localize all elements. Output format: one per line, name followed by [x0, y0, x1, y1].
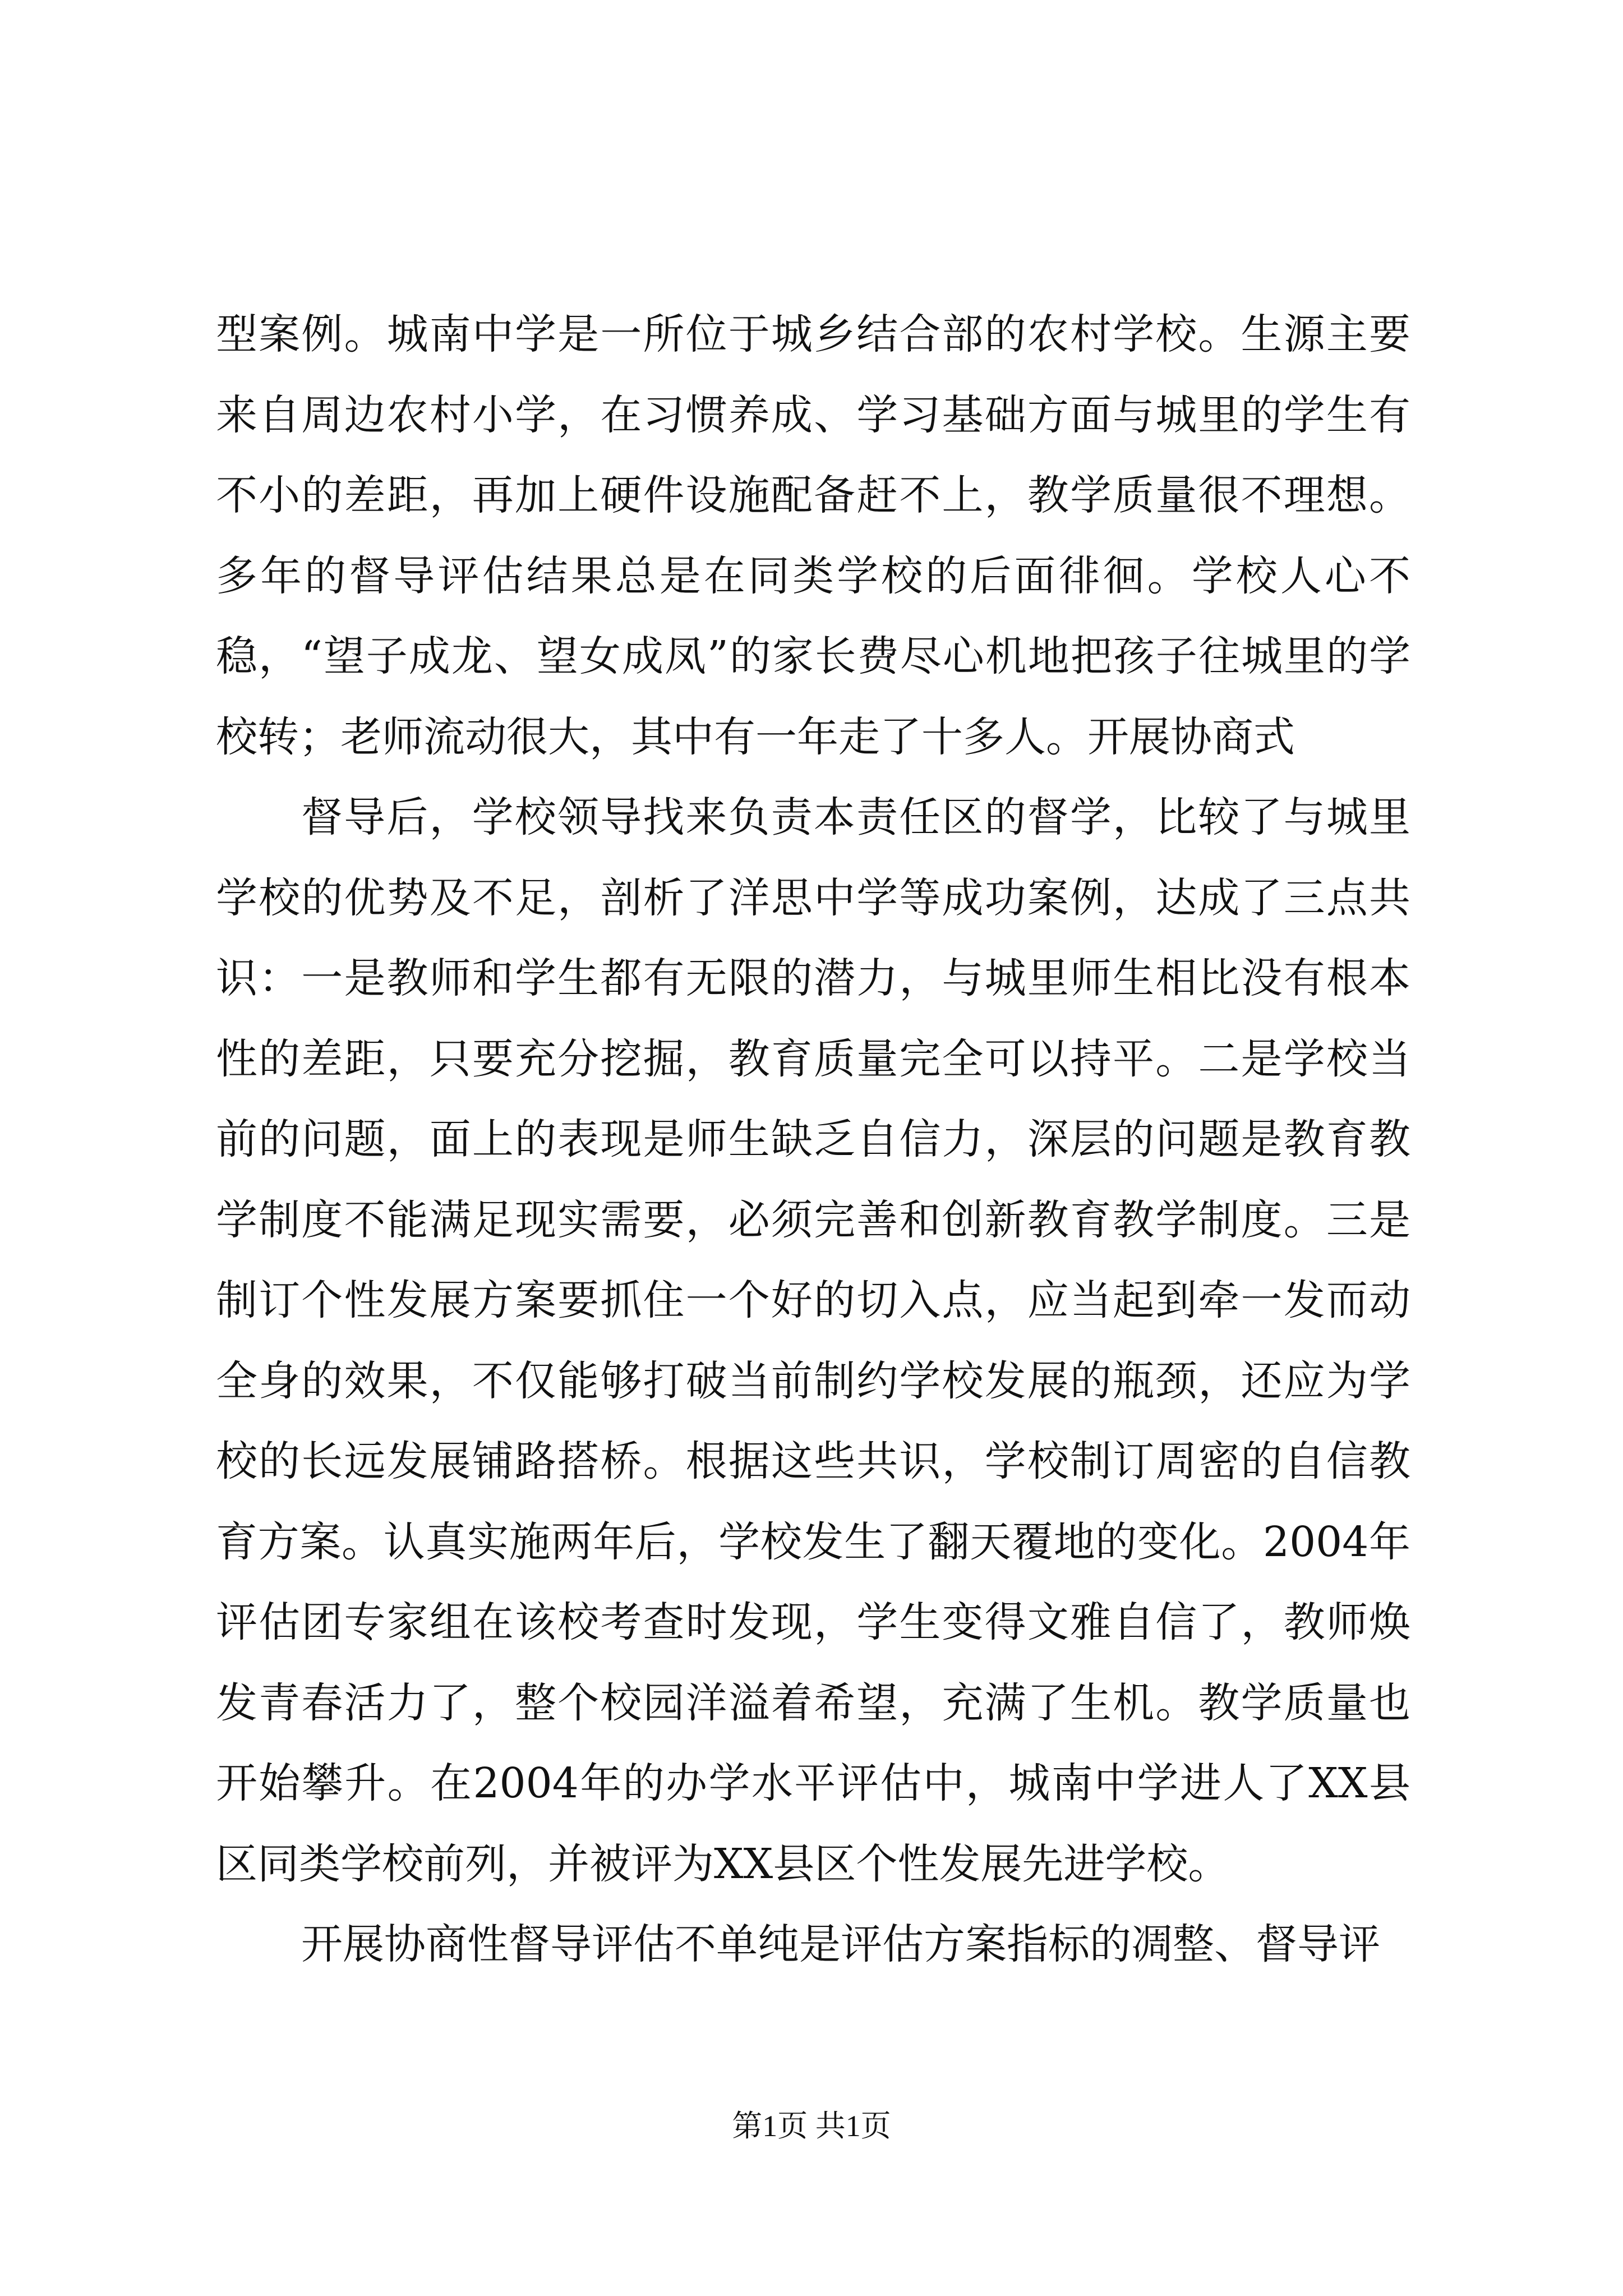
paragraph-1: 型案例。城南中学是一所位于城乡结合部的农村学校。生源主要来自周边农村小学，在习惯养成、学习基础方面与城里的学生有不小的差距，再加上硬件设施配备赶不上，教学质量很不理想。多年的督导评估结果总是在同类学校的后面徘徊。学校人心不稳，“望子成龙、望女成凤”的家长费尽心机地把孩子往城里的学校转；老师流动很大，其中有一年走了十多人。开展协商式 — [216, 310, 1410, 761]
paragraph-2: 督导后，学校领导找来负责本责任区的督学，比较了与城里学校的优势及不足，剖析了洋思中学等成功案例，达成了三点共识：一是教师和学生都有无限的潜力，与城里师生相比没有根本性的差距，只要充分挖掘，教育质量完全可以持平。二是学校当前的问题，面上的表现是师生缺乏自信力，深层的问题是教育教学制度不能满足现实需要，必须完善和创新教育教学制度。三是制订个性发展方案要抓住一个好的切入点，应当起到牵一发而动全身的效果，不仅能够打破当前制约学校发展的瓶颈，还应为学校的长远发展铺路搭桥。根据这些共识，学校制订周密的自信教育方案。认真实施两年后，学校发生了翻天覆地的变化。2004年评估团专家组在该校考查时发现，学生变得文雅自信了，教师焕发青春活力了，整个校园洋溢着希望，充满了生机。教学质量也开始攀升。在2004年的办学水平评估中，城南中学进人了XX县区同类学校前列，并被评为XX县区个性发展先进学校。 — [216, 793, 1410, 1888]
paragraph-3: 开展协商性督导评估不单纯是评估方案指标的凋整、督导评 — [301, 1920, 1380, 1968]
page-footer: 第1页 共1页 — [732, 2109, 891, 2143]
document-body — [216, 295, 1410, 1985]
